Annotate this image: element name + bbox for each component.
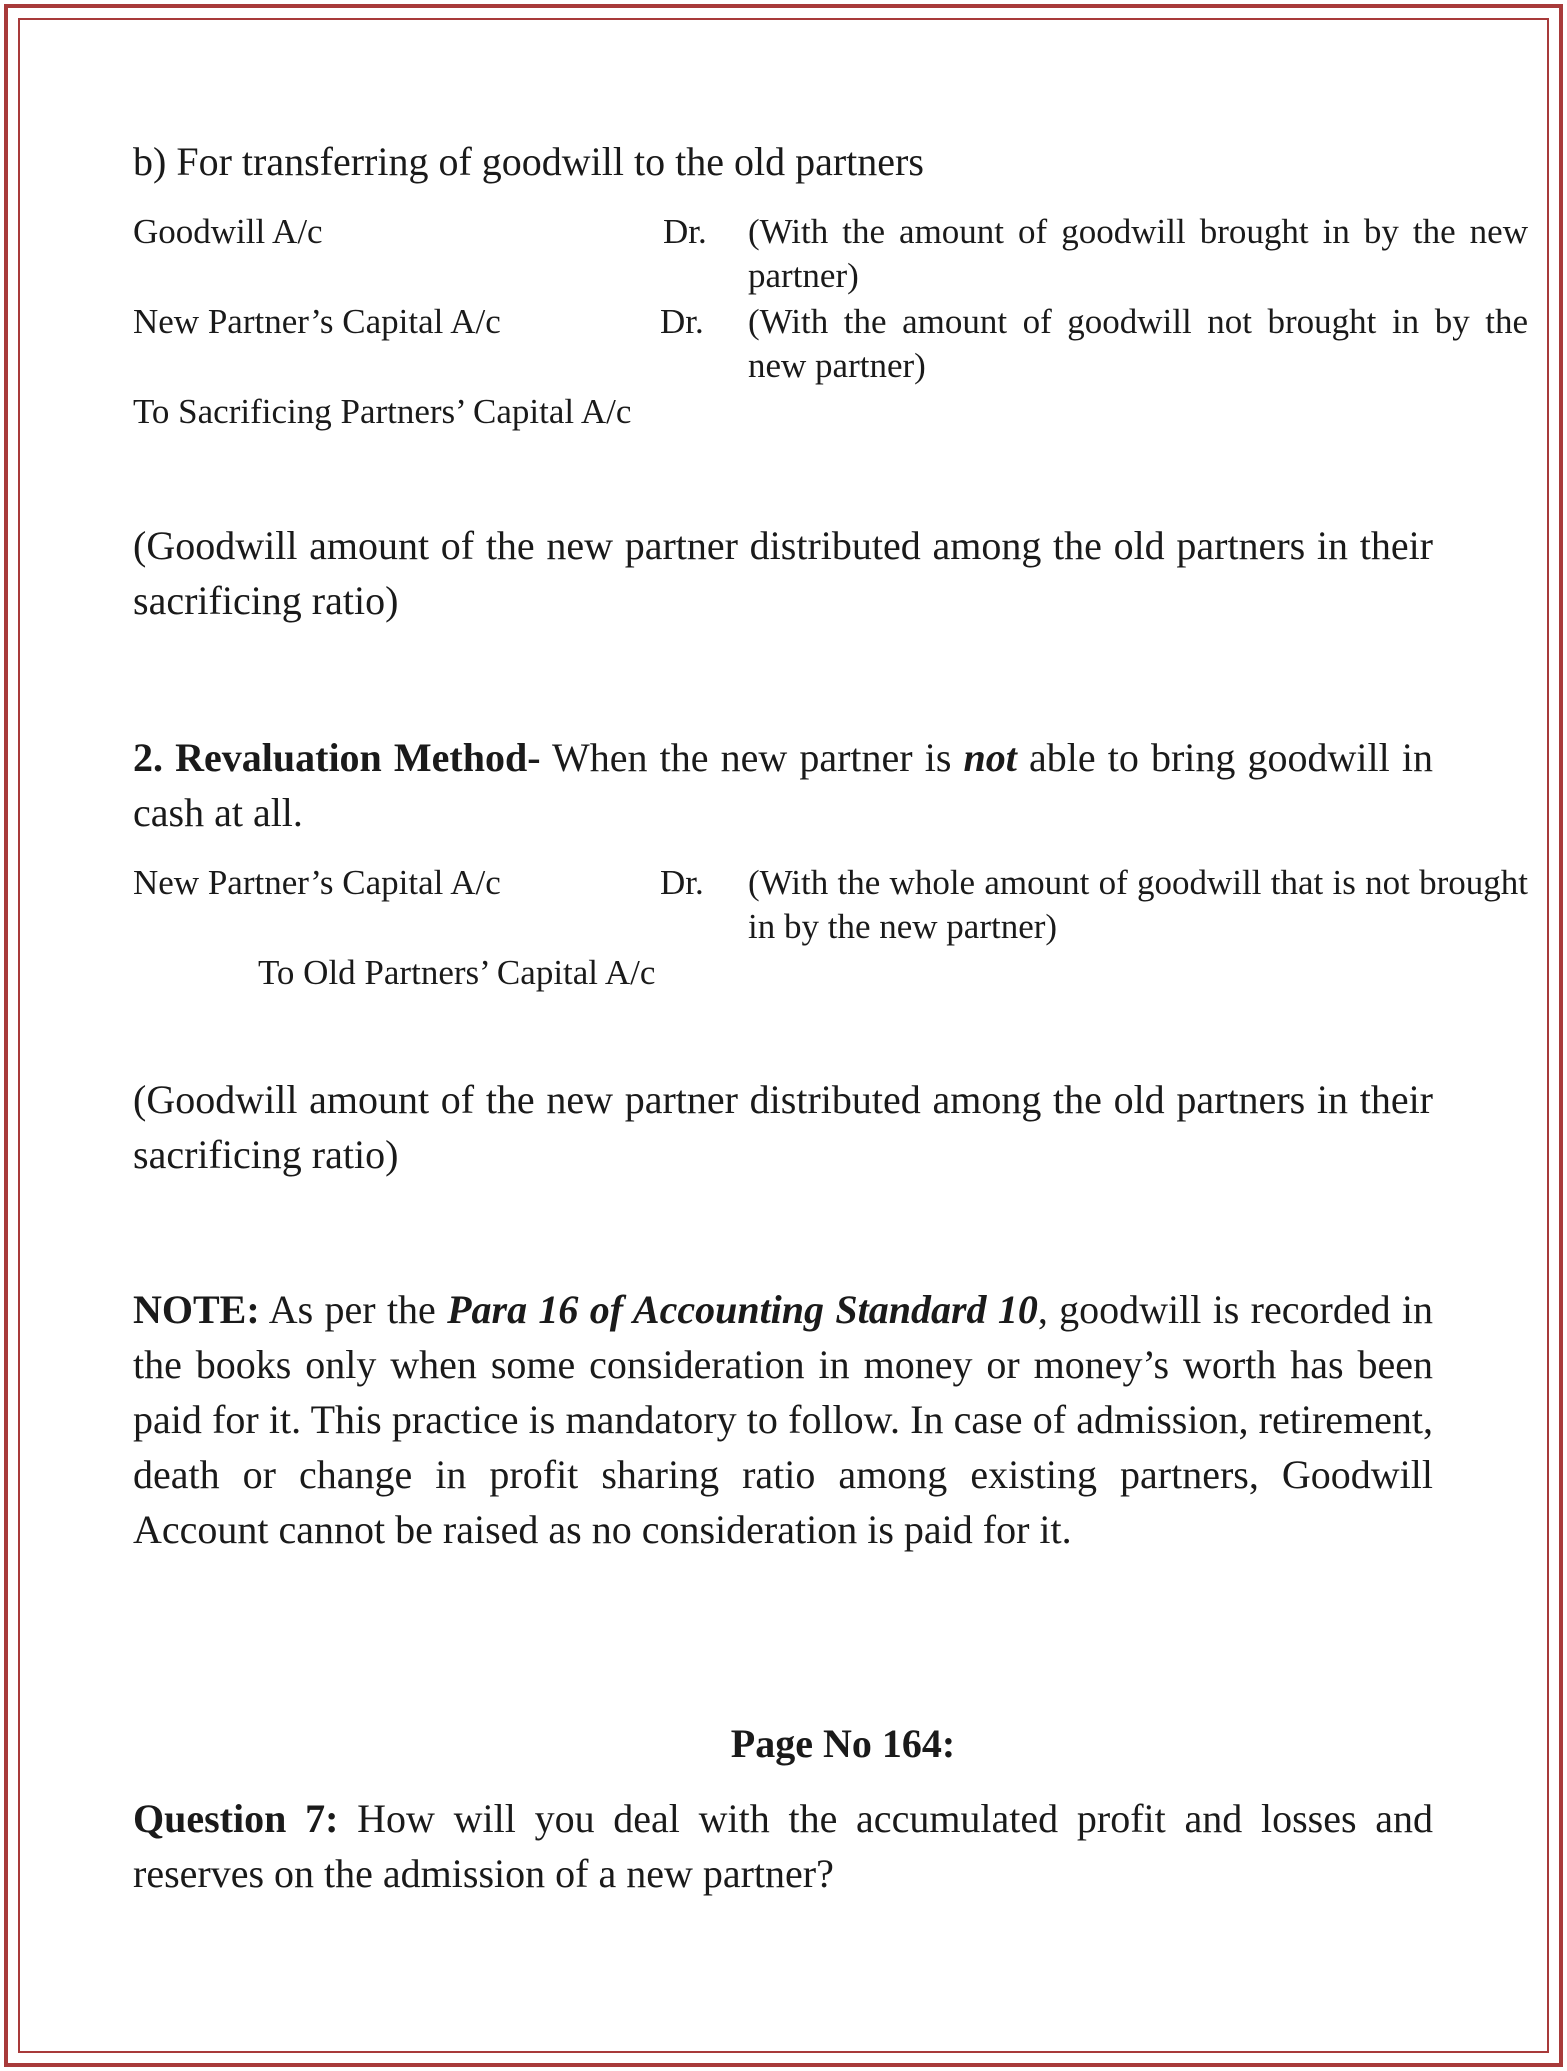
question-text: How will you deal with the accumulated profit and losses and reserves on the admission of a new partner? — [133, 1796, 1433, 1896]
revaluation-title: 2. Revaluation Method- — [133, 735, 541, 780]
entry-account: To Sacrificing Partners’ Capital A/c — [133, 392, 632, 431]
journal-entry-revaluation-credit — [133, 951, 1533, 997]
note-reference: Para 16 of Accounting Standard 10 — [447, 1287, 1038, 1332]
entry-description: (With the amount of goodwill not brought in by the new partner) — [748, 302, 1528, 385]
note-paragraph — [133, 1282, 1433, 1557]
question-paragraph — [133, 1791, 1433, 1901]
section-b-note: (Goodwill amount of the new partner distributed among the old partners in their sacrificing ratio) — [133, 523, 1433, 623]
question-label: Question 7: — [133, 1796, 339, 1841]
journal-entry-new-partner — [133, 300, 1533, 390]
entry-account: To Old Partners’ Capital A/c — [258, 953, 656, 992]
page-number-heading: Page No 164: — [730, 1721, 956, 1766]
entry-account: New Partner’s Capital A/c — [133, 863, 501, 902]
revaluation-emphasis: not — [963, 735, 1017, 780]
section-b-heading: b) For transferring of goodwill to the old partners — [133, 139, 924, 184]
note-text-before: As per the — [259, 1287, 448, 1332]
journal-entry-credit — [133, 390, 1533, 436]
entry-description: (With the whole amount of goodwill that is not brought in by the new partner) — [748, 863, 1528, 946]
revaluation-text-before: When the new partner is — [540, 735, 964, 780]
entry-dr: Dr. — [663, 212, 707, 251]
entry-dr: Dr. — [660, 302, 704, 341]
entry-dr: Dr. — [660, 863, 704, 902]
entry-account: New Partner’s Capital A/c — [133, 302, 501, 341]
journal-entry-goodwill — [133, 210, 1533, 300]
entry-account: Goodwill A/c — [133, 212, 323, 251]
revaluation-paragraph — [133, 730, 1433, 840]
note-text-after: , goodwill is recorded in the books only when some consideration in money or money’s worth has been paid for it. This practice is mandatory to follow. In case of admission, retirement, death or change in profit sharing ratio among existing partners, Goodwill Account cannot be raised as no consideration is paid for it. — [133, 1287, 1434, 1552]
note-label: NOTE: — [133, 1287, 260, 1332]
revaluation-text-after: able to bring goodwill in cash at all. — [133, 735, 1433, 835]
journal-entry-revaluation — [133, 861, 1533, 951]
revaluation-note: (Goodwill amount of the new partner distributed among the old partners in their sacrificing ratio) — [133, 1077, 1433, 1177]
entry-description: (With the amount of goodwill brought in by the new partner) — [748, 212, 1528, 295]
